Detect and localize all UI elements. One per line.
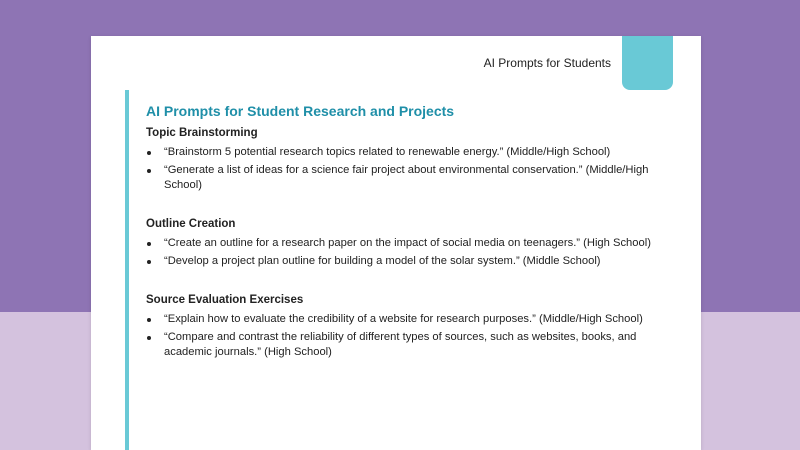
list-item-text: “Generate a list of ideas for a science fair project about environmental conservation.” (Middle/High School): [164, 164, 649, 191]
bullet-list: [146, 236, 666, 269]
list-item-text: “Brainstorm 5 potential research topics related to renewable energy.” (Middle/High School): [164, 146, 611, 158]
section-heading: Topic Brainstorming: [146, 127, 258, 139]
section-heading: Source Evaluation Exercises: [146, 294, 304, 306]
section-topic-brainstorming: [146, 126, 666, 193]
list-item: [146, 236, 666, 251]
list-item-text: “Explain how to evaluate the credibility of a website for research purposes.” (Middle/High School): [164, 313, 643, 325]
section-heading: Outline Creation: [146, 218, 236, 230]
bullet-icon: [147, 169, 151, 173]
section-source-evaluation: [146, 293, 666, 360]
list-item-text: “Create an outline for a research paper on the impact of social media on teenagers.” (High School): [164, 237, 651, 249]
bullet-list: [146, 145, 666, 193]
document-page: [91, 36, 701, 450]
list-item: [146, 145, 666, 160]
bullet-icon: [147, 318, 151, 322]
list-item: [146, 254, 666, 269]
section-outline-creation: [146, 217, 666, 269]
document-content: [146, 102, 666, 384]
bullet-icon: [147, 242, 151, 246]
header-accent-tab: [622, 36, 673, 90]
list-item: [146, 330, 666, 360]
header-title: AI Prompts for Students: [483, 56, 611, 70]
bullet-icon: [147, 336, 151, 340]
list-item: [146, 163, 666, 193]
bullet-icon: [147, 151, 151, 155]
list-item: [146, 312, 666, 327]
list-item-text: “Compare and contrast the reliability of different types of sources, such as websites, books, and academic journals.” (High School): [164, 331, 637, 358]
bullet-list: [146, 312, 666, 360]
document-title: AI Prompts for Student Research and Projects: [146, 103, 455, 119]
list-item-text: “Develop a project plan outline for building a model of the solar system.” (Middle School): [164, 255, 601, 267]
left-accent-bar: [125, 90, 129, 450]
bullet-icon: [147, 260, 151, 264]
